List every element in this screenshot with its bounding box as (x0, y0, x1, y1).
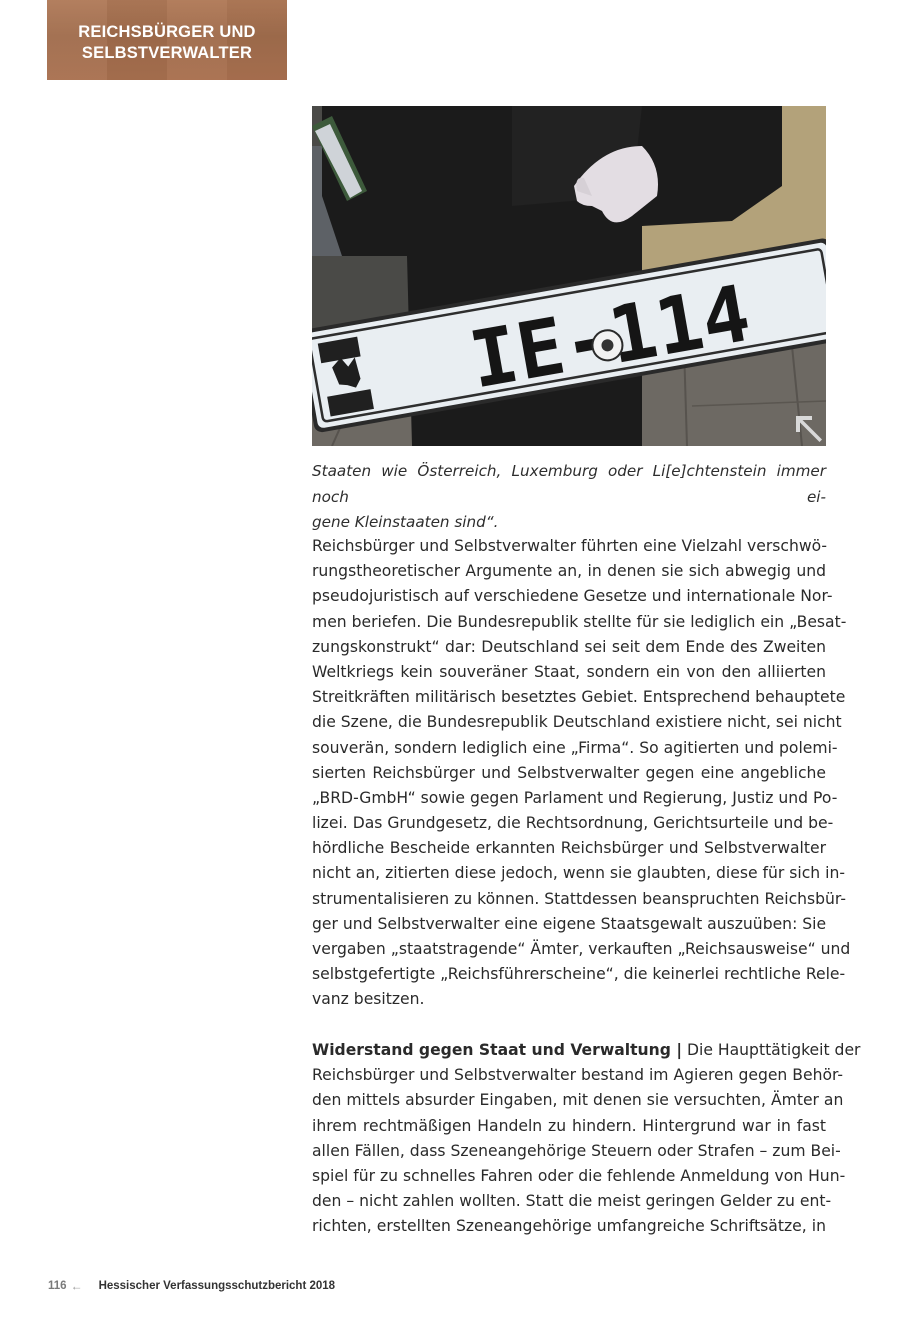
text-line: die Szene, die Bundesrepublik Deutschland existiere nicht, sei nicht (312, 713, 842, 732)
document-title: Hessischer Verfassungsschutzbericht 2018 (98, 1280, 336, 1292)
heading-line-rest: Die Haupttätigkeit der (682, 1041, 861, 1059)
body-paragraph-1 (312, 534, 851, 1013)
text-line-with-heading (312, 1038, 861, 1063)
text-line: strumentalisieren zu können. Stattdessen beanspruchten Reichsbür- (312, 889, 846, 908)
text-line: selbstgefertigte „Reichsführerscheine“, die keinerlei rechtliche Rele- (312, 965, 846, 984)
text-line: souverän, sondern lediglich eine „Firma“. So agitierten und polemi- (312, 738, 838, 757)
text-line: Reichsbürger und Selbstverwalter bestand im Agieren gegen Behör- (312, 1066, 844, 1085)
text-line: Streitkräften militärisch besetztes Gebiet. Entsprechend behauptete (312, 688, 846, 707)
text-line: Weltkriegs kein souveräner Staat, sondern ein von den alliierten (312, 662, 826, 681)
text-line: Reichsbürger und Selbstverwalter führten eine Vielzahl verschwö- (312, 537, 828, 555)
text-line: pseudojuristisch auf verschiedene Gesetze und internationale Nor- (312, 587, 833, 606)
page-number: 116 (48, 1280, 67, 1292)
text-line: sierten Reichsbürger und Selbstverwalter gegen eine angebliche (312, 763, 826, 782)
text-line: vanz besitzen. (312, 990, 425, 1009)
text-line: men beriefen. Die Bundesrepublik stellte für sie lediglich ein „Besat- (312, 612, 847, 631)
section-title-line2: SELBSTVERWALTER (81, 44, 253, 62)
text-line: den mittels absurder Eingaben, mit denen sie versuchten, Ämter an (312, 1091, 844, 1110)
text-line: rungstheoretischer Argumente an, in denen sie sich abwegig und (312, 562, 826, 581)
section-banner (47, 0, 287, 80)
text-line: richten, erstellten Szeneangehörige umfangreiche Schriftsätze, in (312, 1217, 826, 1236)
text-line: ger und Selbstverwalter eine eigene Staatsgewalt auszuüben: Sie (312, 914, 827, 933)
text-line: spiel für zu schnelles Fahren oder die fehlende Anmeldung von Hun- (312, 1166, 846, 1185)
arrow-up-left-icon[interactable] (792, 412, 826, 446)
text-line: nicht an, zitierten diese jedoch, wenn sie glaubten, diese für sich in- (312, 864, 845, 883)
text-line: „BRD-GmbH“ sowie gegen Parlament und Regierung, Justiz und Po- (312, 788, 838, 807)
back-arrow-icon[interactable]: ← (70, 1279, 83, 1293)
subsection-heading: Widerstand gegen Staat und Verwaltung | (312, 1041, 683, 1059)
photo-illustration (312, 106, 826, 446)
text-line: ihrem rechtmäßigen Handeln zu hindern. Hintergrund war in fast (312, 1116, 826, 1135)
text-line: vergaben „staatstragende“ Ämter, verkauften „Reichsausweise“ und (312, 940, 851, 958)
text-line: den – nicht zahlen wollten. Statt die meist geringen Gelder zu ent- (312, 1192, 832, 1211)
text-line: hördliche Bescheide erkannten Reichsbürger und Selbstverwalter (312, 839, 826, 858)
caption-line: Staaten wie Österreich, Luxemburg oder Li[e]chtenstein immer noch ei- (312, 462, 826, 506)
text-line: allen Fällen, dass Szeneangehörige Steuern oder Strafen – zum Bei- (312, 1141, 841, 1160)
page-footer (48, 1279, 335, 1293)
text-line: zungskonstrukt“ dar: Deutschland sei seit dem Ende des Zweiten (312, 637, 826, 656)
body-paragraph-2 (312, 1038, 861, 1240)
licence-plate-photo (312, 106, 826, 446)
section-title-line1: REICHSBÜRGER UND (78, 23, 256, 41)
photo-caption (312, 459, 826, 536)
caption-line: gene Kleinstaaten sind“. (312, 513, 499, 531)
text-line: lizei. Das Grundgesetz, die Rechtsordnung, Gerichtsurteile und be- (312, 814, 834, 833)
